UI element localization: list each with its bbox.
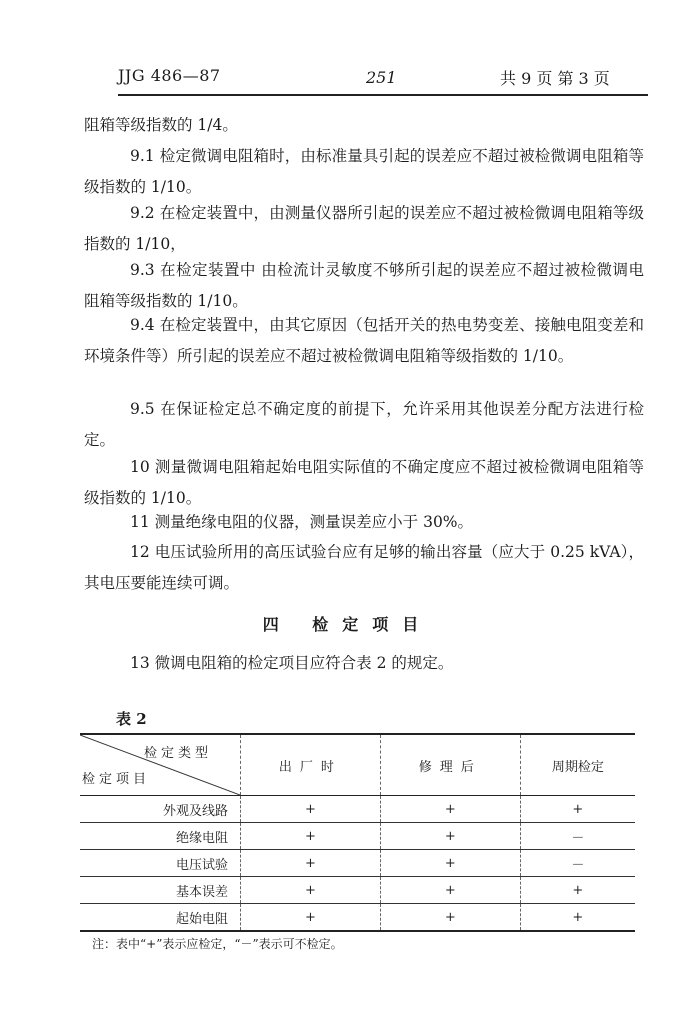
table-cell: + [520,796,635,823]
table-cell: + [241,850,381,877]
header-type-label: 检定类型 [143,746,212,761]
section-title: 四 检定项目 [262,615,433,634]
paragraph-11: 11 测量绝缘电阻的仪器，测量误差应小于 30%。 [130,513,474,531]
paragraph-9-2: 9.2 在检定装置中，由测量仪器所引起的误差应不超过被检微调电阻箱等级指数的 1/10， [84,204,644,253]
row-item: 外观及线路 [80,796,241,823]
row-item: 绝缘电阻 [80,823,241,850]
paragraph-10: 10 测量微调电阻箱起始电阻实际值的不确定度应不超过被检微调电阻箱等级指数的 1/10。 [84,458,644,507]
diagonal-header-cell [80,734,241,796]
page-count: 共 9 页 第 3 页 [500,69,610,88]
table-cell: － [520,850,635,877]
table-cell: + [241,796,381,823]
paragraph-13: 13 微调电阻箱的检定项目应符合表 2 的规定。 [130,654,454,672]
header-item-label: 检定项目 [82,772,151,787]
row-item: 基本误差 [80,877,241,904]
row-item: 电压试验 [80,850,241,877]
page-header [118,58,648,98]
table-row [80,904,635,932]
paragraph-9-3: 9.3 在检定装置中 由检流计灵敏度不够所引起的误差应不超过被检微调电阻箱等级指数的 1/10。 [84,261,644,310]
inspection-items-table [80,733,635,932]
table-cell: + [380,796,520,823]
paragraph-12: 12 电压试验所用的高压试验台应有足够的输出容量（应大于 0.25 kVA），其电压要能连续可调。 [84,543,644,592]
paragraph-continuation: 阻箱等级指数的 1/4。 [84,116,238,134]
header-rule [118,94,648,96]
table-row [80,796,635,823]
table-header-row [80,734,635,796]
standard-code: JJG 486—87 [118,66,221,85]
table-cell: + [380,904,520,932]
paragraph-9-5: 9.5 在保证检定总不确定度的前提下，允许采用其他误差分配方法进行检定。 [84,400,644,449]
paragraph-9-1: 9.1 检定微调电阻箱时，由标准量具引起的误差应不超过被检微调电阻箱等级指数的 1/10。 [84,147,644,196]
table-row [80,850,635,877]
table-cell: + [241,904,381,932]
table-cell: + [380,850,520,877]
table-cell: + [520,877,635,904]
column-header-factory: 出厂时 [241,734,381,796]
row-item: 起始电阻 [80,904,241,932]
table-cell: + [241,823,381,850]
table-row [80,877,635,904]
table-row [80,823,635,850]
table-cell: + [241,877,381,904]
paragraph-9-4: 9.4 在检定装置中，由其它原因（包括开关的热电势变差、接触电阻变差和环境条件等）所引起的误差应不超过被检微调电阻箱等级指数的 1/10。 [84,316,644,365]
table-cell: － [520,823,635,850]
column-header-after-repair: 修理后 [380,734,520,796]
column-header-periodic: 周期检定 [520,734,635,796]
table-cell: + [520,904,635,932]
table-label: 表 2 [116,710,147,728]
table-cell: + [380,823,520,850]
table-cell: + [380,877,520,904]
table-note: 注：表中“+”表示应检定，“－”表示可不检定。 [92,937,343,951]
page-number: 251 [366,68,397,87]
